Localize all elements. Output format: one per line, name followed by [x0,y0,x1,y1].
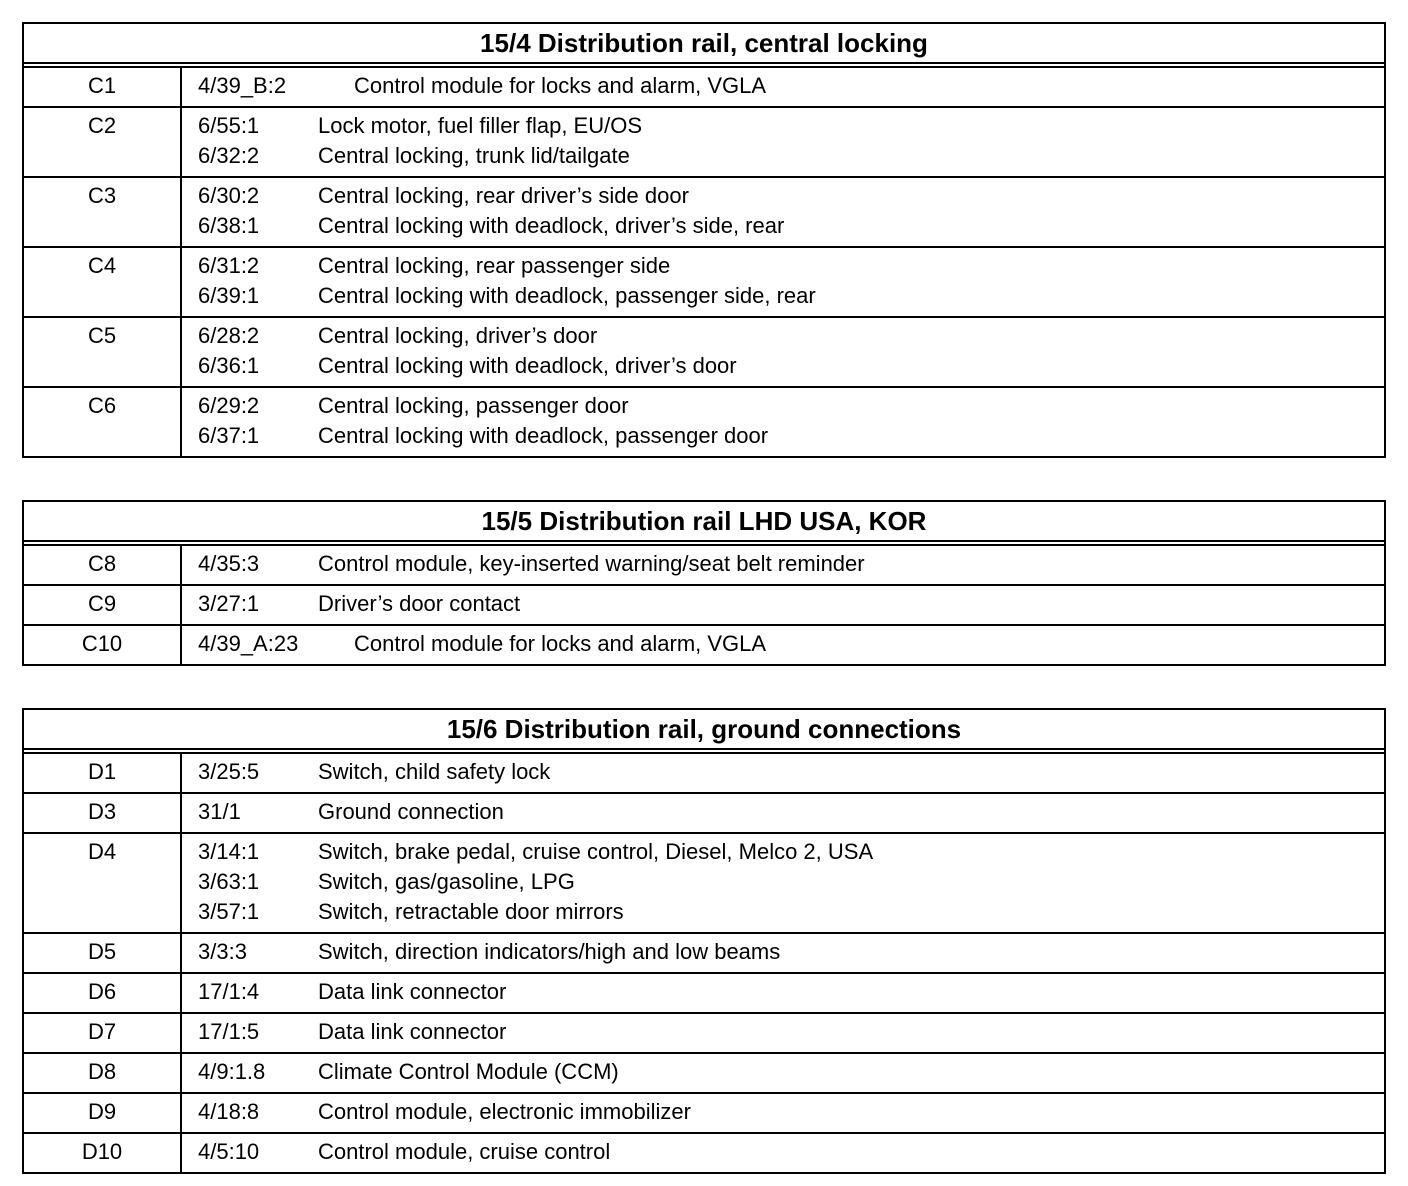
pin-label: D4 [24,834,182,932]
list-item [182,897,1384,927]
table-row [24,586,1384,626]
table-row [24,68,1384,108]
component-ref: 6/55:1 [198,113,260,138]
component-description: Central locking with deadlock, passenger side, rear [318,283,816,308]
rail-table-15-5 [22,500,1386,666]
component-ref: 3/57:1 [198,899,260,924]
list-item [182,797,1384,827]
pin-label: C1 [24,68,182,106]
component-description: Central locking with deadlock, driver’s side, rear [318,213,785,238]
component-description: Ground connection [318,799,504,824]
component-ref: 3/63:1 [198,869,260,894]
component-description: Central locking, passenger door [318,393,629,418]
table-row [24,834,1384,934]
component-ref: 3/27:1 [198,591,260,616]
component-ref: 31/1 [198,799,241,824]
list-item [182,211,1384,241]
component-ref: 3/3:3 [198,939,247,964]
component-description: Central locking, trunk lid/tailgate [318,143,630,168]
component-description: Data link connector [318,979,507,1004]
rail-title: 15/4 Distribution rail, central locking [480,28,928,58]
table-row [24,108,1384,178]
component-description: Control module for locks and alarm, VGLA [354,631,767,656]
component-description: Central locking, rear driver’s side door [318,183,689,208]
table-row [24,1014,1384,1054]
component-ref: 3/14:1 [198,839,260,864]
pin-label: D10 [24,1134,182,1172]
list-item [182,1097,1384,1127]
component-ref: 4/18:8 [198,1099,260,1124]
table-row [24,318,1384,388]
list-item [182,421,1384,451]
component-ref: 6/37:1 [198,423,260,448]
list-item [182,977,1384,1007]
table-row [24,626,1384,664]
pin-label: D5 [24,934,182,972]
pin-label: C9 [24,586,182,624]
component-ref: 4/39_A:23 [198,631,299,656]
rail-table-15-4 [22,22,1386,458]
list-item [182,321,1384,351]
pin-label: D7 [24,1014,182,1052]
rail-table-15-6 [22,708,1386,1174]
list-item [182,391,1384,421]
component-description: Control module, cruise control [318,1139,611,1164]
list-item [182,937,1384,967]
list-item [182,1137,1384,1167]
component-ref: 6/29:2 [198,393,260,418]
component-ref: 6/38:1 [198,213,260,238]
component-description: Switch, direction indicators/high and low beams [318,939,781,964]
rail-title: 15/6 Distribution rail, ground connections [446,714,962,744]
table-row [24,248,1384,318]
list-item [182,141,1384,171]
pin-label: C5 [24,318,182,386]
list-item [182,71,1384,101]
table-row [24,1134,1384,1172]
pin-label: D3 [24,794,182,832]
component-ref: 17/1:5 [198,1019,260,1044]
component-ref: 4/5:10 [198,1139,260,1164]
list-item [182,251,1384,281]
list-item [182,549,1384,579]
list-item [182,757,1384,787]
pin-label: C10 [24,626,182,664]
pin-label: C8 [24,546,182,584]
component-ref: 6/36:1 [198,353,260,378]
table-row [24,1054,1384,1094]
component-description: Climate Control Module (CCM) [318,1059,619,1084]
component-description: Central locking, rear passenger side [318,253,671,278]
table-row [24,1094,1384,1134]
pin-label: D6 [24,974,182,1012]
component-description: Control module for locks and alarm, VGLA [354,73,767,98]
table-row [24,546,1384,586]
list-item [182,867,1384,897]
pin-label: C2 [24,108,182,176]
list-item [182,1057,1384,1087]
component-ref: 17/1:4 [198,979,260,1004]
list-item [182,111,1384,141]
list-item [182,837,1384,867]
table-row [24,794,1384,834]
rail-title: 15/5 Distribution rail LHD USA, KOR [481,506,927,536]
component-ref: 3/25:5 [198,759,260,784]
component-ref: 4/35:3 [198,551,260,576]
pin-label: D8 [24,1054,182,1092]
component-ref: 4/39_B:2 [198,73,287,98]
component-ref: 6/28:2 [198,323,260,348]
component-description: Central locking with deadlock, driver’s door [318,353,737,378]
component-ref: 6/30:2 [198,183,260,208]
component-description: Data link connector [318,1019,507,1044]
table-row [24,974,1384,1014]
component-description: Switch, brake pedal, cruise control, Diesel, Melco 2, USA [318,839,874,864]
component-ref: 6/32:2 [198,143,260,168]
component-ref: 6/31:2 [198,253,260,278]
component-ref: 4/9:1.8 [198,1059,266,1084]
component-description: Switch, gas/gasoline, LPG [318,869,575,894]
table-row [24,178,1384,248]
list-item [182,351,1384,381]
component-description: Lock motor, fuel filler flap, EU/OS [318,113,643,138]
list-item [182,181,1384,211]
component-ref: 6/39:1 [198,283,260,308]
table-row [24,754,1384,794]
pin-label: D1 [24,754,182,792]
table-row [24,388,1384,456]
pin-label: C4 [24,248,182,316]
list-item [182,629,1384,659]
list-item [182,1017,1384,1047]
component-description: Switch, child safety lock [318,759,551,784]
list-item [182,589,1384,619]
pin-label: C3 [24,178,182,246]
pin-label: D9 [24,1094,182,1132]
component-description: Driver’s door contact [318,591,521,616]
list-item [182,281,1384,311]
table-row [24,934,1384,974]
component-description: Central locking, driver’s door [318,323,598,348]
pin-label: C6 [24,388,182,456]
component-description: Control module, electronic immobilizer [318,1099,691,1124]
component-description: Switch, retractable door mirrors [318,899,624,924]
component-description: Control module, key-inserted warning/seat belt reminder [318,551,865,576]
component-description: Central locking with deadlock, passenger door [318,423,769,448]
